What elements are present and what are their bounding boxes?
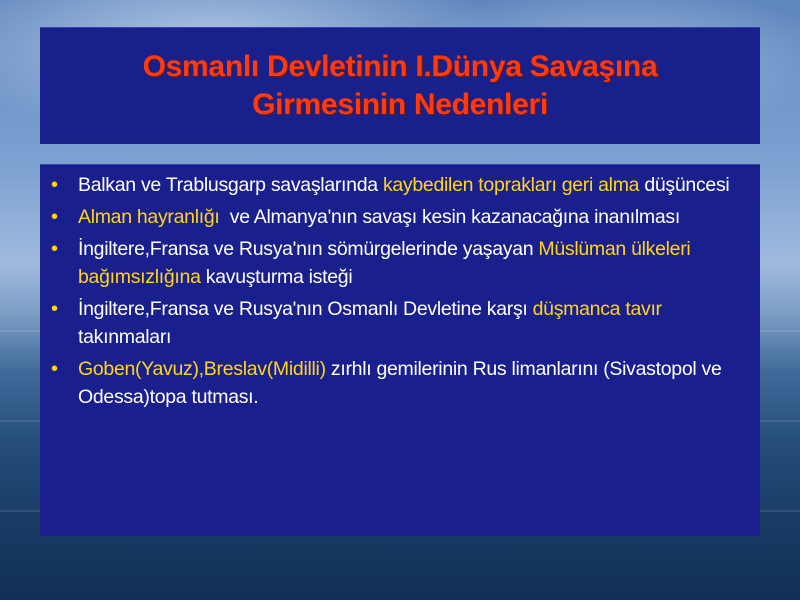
bullet-text: İngiltere,Fransa ve Rusya'nın sömürgelerinde yaşayan xyxy=(78,238,539,260)
bullet-marker: • xyxy=(51,206,58,228)
bullet-item xyxy=(40,203,760,231)
bullet-highlight-text: düşmanca tavır xyxy=(532,298,662,320)
bullet-highlight-text: Alman hayranlığı xyxy=(78,206,220,228)
bullet-text: düşüncesi xyxy=(639,174,730,196)
bullet-marker: • xyxy=(51,238,58,260)
bullet-item xyxy=(40,171,760,199)
bullet-marker: • xyxy=(51,174,58,196)
bullet-marker: • xyxy=(51,358,58,380)
bullet-item xyxy=(40,295,760,351)
bullet-text: zırhlı gemilerinin Rus limanlarını (Sivastopol ve Odessa)topa tutması. xyxy=(78,358,722,408)
bullet-text: ve Almanya'nın savaşı kesin kazanacağına inanılması xyxy=(219,206,680,228)
slide-title-line-1: Osmanlı Devletinin I.Dünya Savaşına xyxy=(142,50,658,83)
slide-content-box xyxy=(40,164,760,536)
bullet-text: Balkan ve Trablusgarp savaşlarında xyxy=(78,174,383,196)
bullet-marker: • xyxy=(51,298,58,320)
bullet-highlight-text: Müslüman ülkeleri bağımsızlığına xyxy=(78,238,691,288)
bullet-list xyxy=(40,171,760,415)
bullet-highlight-text: Goben(Yavuz),Breslav(Midilli) xyxy=(78,358,326,380)
bullet-highlight-text: kaybedilen toprakları geri alma xyxy=(382,174,640,196)
slide-title-line-2: Girmesinin Nedenleri xyxy=(252,88,548,121)
bullet-item xyxy=(40,355,760,411)
bullet-text: İngiltere,Fransa ve Rusya'nın Osmanlı Devletine karşı xyxy=(78,298,533,320)
bullet-text: kavuşturma isteği xyxy=(200,266,353,288)
bullet-text: takınmaları xyxy=(78,326,172,348)
slide-title-box xyxy=(40,27,760,144)
bullet-item xyxy=(40,235,760,291)
